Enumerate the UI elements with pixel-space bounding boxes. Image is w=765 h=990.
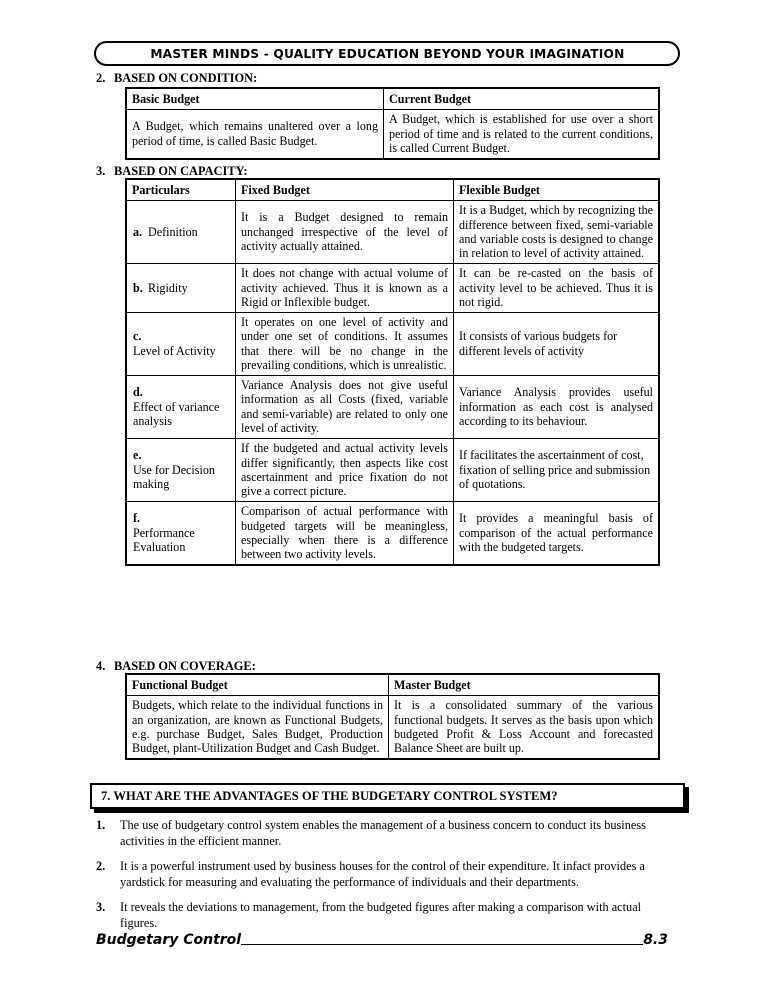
section-title-condition: BASED ON CONDITION: <box>114 71 258 85</box>
section-number-coverage: 4. <box>96 659 106 673</box>
row-label: Performance Evaluation <box>133 525 195 554</box>
page-footer <box>96 932 668 948</box>
table-based-on-condition <box>126 88 659 159</box>
cell-flexible-performance-evaluation: It provides a meaningful basis of comparison of the actual performance with the budgeted targets. <box>454 502 659 565</box>
table-row <box>127 201 659 264</box>
row-key: b. <box>133 280 143 295</box>
row-key: d. <box>133 385 143 400</box>
question-banner <box>90 783 685 809</box>
list-item-text: It reveals the deviations to management, from the budgeted figures after making a comparison with actual figures. <box>120 899 642 930</box>
section-heading-coverage <box>96 659 256 674</box>
list-item-text: The use of budgetary control system enables the management of a business concern to conduct its business activities in the efficient manner. <box>120 818 646 848</box>
masthead-title: MASTER MINDS - QUALITY EDUCATION BEYOND YOUR IMAGINATION <box>149 46 625 61</box>
row-label: Use for Decision making <box>133 462 215 491</box>
cell-current-budget-definition: A Budget, which is established for use over a short period of time and is related to the current conditions, is called Current Budget. <box>384 110 659 159</box>
table-row <box>127 110 659 159</box>
section-number-condition: 2. <box>96 71 106 85</box>
section-number-capacity: 3. <box>96 164 106 178</box>
list-item-number: 3. <box>96 899 106 914</box>
column-header-master-budget: Master Budget <box>389 675 659 696</box>
masthead-banner <box>94 41 680 66</box>
footer-page-number: 8.3 <box>643 932 668 948</box>
row-key: c. <box>133 329 142 344</box>
list-item-text: It is a powerful instrument used by business houses for the control of their expenditure. It infact provides a yardstick for measuring and evaluating the performance of individuals and their departments. <box>120 858 645 889</box>
table-row <box>127 696 659 759</box>
cell-fixed-definition: It is a Budget designed to remain unchanged irrespective of the level of activity actually attained. <box>236 201 454 264</box>
cell-particular-rigidity <box>127 264 236 313</box>
list-item-number: 1. <box>96 818 106 832</box>
cell-flexible-variance-analysis: Variance Analysis provides useful information as each cost is analysed according to its behaviour. <box>454 376 659 439</box>
table-row <box>127 439 659 502</box>
cell-fixed-decision-making: If the budgeted and actual activity levels differ significantly, then aspects like cost ascertainment and price fixation do not give a correct picture. <box>236 439 454 502</box>
cell-particular-variance-analysis <box>127 376 236 439</box>
cell-flexible-level-of-activity: It consists of various budgets for different levels of activity <box>454 313 659 376</box>
cell-particular-performance-evaluation <box>127 502 236 565</box>
column-header-particulars: Particulars <box>127 180 236 201</box>
cell-fixed-variance-analysis: Variance Analysis does not give useful information as all Costs (fixed, variable and semi-variable) are related to only one level of activity. <box>236 376 454 439</box>
row-label: Definition <box>148 224 198 239</box>
list-item-number: 2. <box>96 858 106 873</box>
table-row <box>127 313 659 376</box>
row-key: a. <box>133 224 143 239</box>
list-item <box>96 859 676 891</box>
cell-particular-definition <box>127 201 236 264</box>
cell-flexible-decision-making: If facilitates the ascertainment of cost, fixation of selling price and submission of quotations. <box>454 439 659 502</box>
table-header-row <box>127 675 659 696</box>
cell-basic-budget-definition: A Budget, which remains unaltered over a long period of time, is called Basic Budget. <box>127 110 384 159</box>
column-header-basic-budget: Basic Budget <box>127 89 384 110</box>
table-row <box>127 502 659 565</box>
column-header-fixed-budget: Fixed Budget <box>236 180 454 201</box>
column-header-current-budget: Current Budget <box>384 89 659 110</box>
cell-master-budget-description: It is a consolidated summary of the various functional budgets. It serves as the basis upon which budgeted Profit & Loss Account and forecasted Balance Sheet are built up. <box>389 696 659 759</box>
table-header-row <box>127 89 659 110</box>
section-title-coverage: BASED ON COVERAGE: <box>114 659 256 673</box>
row-label: Rigidity <box>148 280 188 295</box>
column-header-flexible-budget: Flexible Budget <box>454 180 659 201</box>
section-title-capacity: BASED ON CAPACITY: <box>114 164 248 178</box>
cell-flexible-rigidity: It can be re-casted on the basis of activity level to be achieved. Thus it is not rigid. <box>454 264 659 313</box>
column-header-functional-budget: Functional Budget <box>127 675 389 696</box>
row-label: Level of Activity <box>133 343 216 358</box>
cell-fixed-performance-evaluation: Comparison of actual performance with budgeted targets will be meaningless, especially when there is a difference between two activity levels. <box>236 502 454 565</box>
cell-flexible-definition: It is a Budget, which by recognizing the difference between fixed, semi-variable and variable costs is designed to change in relation to level of activity attained. <box>454 201 659 264</box>
row-key: e. <box>133 448 142 463</box>
table-row <box>127 264 659 313</box>
cell-functional-budget-description: Budgets, which relate to the individual functions in an organization, are known as Functional Budgets, e.g. purchase Budget, Sales Budget, Production Budget, plant-Utilization Budget and Cash Budget. <box>127 696 389 759</box>
table-based-on-capacity <box>126 179 659 565</box>
table-header-row <box>127 180 659 201</box>
question-banner-text: 7. WHAT ARE THE ADVANTAGES OF THE BUDGETARY CONTROL SYSTEM? <box>101 788 558 803</box>
row-key: f. <box>133 511 141 526</box>
list-item <box>96 900 676 932</box>
cell-particular-decision-making <box>127 439 236 502</box>
advantages-list <box>96 818 676 941</box>
cell-fixed-rigidity: It does not change with actual volume of activity achieved. Thus it is known as a Rigid or Inflexible budget. <box>236 264 454 313</box>
row-label: Effect of variance analysis <box>133 399 220 428</box>
table-row <box>127 376 659 439</box>
section-heading-capacity <box>96 164 248 179</box>
section-heading-condition <box>96 71 257 86</box>
cell-fixed-level-of-activity: It operates on one level of activity and under one set of conditions. It assumes that there will be no change in the prevailing conditions, which is unrealistic. <box>236 313 454 376</box>
list-item <box>96 818 676 850</box>
question-banner-box <box>90 783 685 809</box>
footer-rule <box>241 944 643 945</box>
footer-title: Budgetary Control <box>96 932 242 948</box>
table-based-on-coverage <box>126 674 659 759</box>
cell-particular-level-of-activity <box>127 313 236 376</box>
